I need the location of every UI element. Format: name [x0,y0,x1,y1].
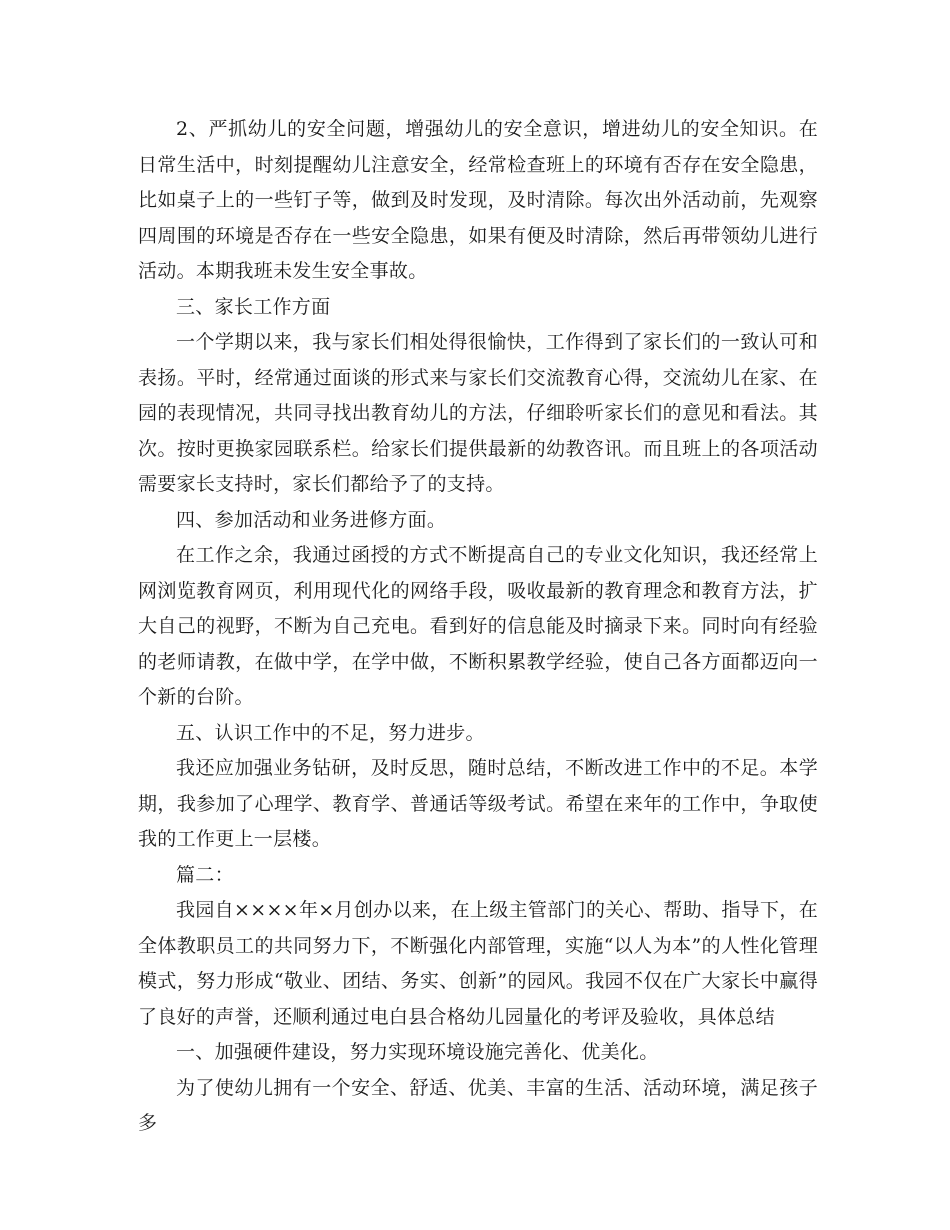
paragraph-shortcomings: 我还应加强业务钻研，及时反思，随时总结，不断改进工作中的不足。本学期，我参加了心理学、教育学、普通话等级考试。希望在来年的工作中，争取使我的工作更上一层楼。 [138,757,818,850]
paragraph-kindergarten-intro: 我园自××××年×月创办以来，在上级主管部门的关心、帮助、指导下，在全体教职员工的共同努力下，不断强化内部管理，实施“以人为本”的人性化管理模式，努力形成“敬业、团结、务实、创新”的园风。我园不仅在广大家长中赢得了良好的声誉，还顺利通过电白县合格幼儿园量化的考评及验收，具体总结 [138,899,818,1028]
section-heading-hardware: 一、加强硬件建设，努力实现环境设施完善化、优美化。 [176,1041,659,1063]
document-body [138,112,818,1142]
paragraph-safety: 2、严抓幼儿的安全问题，增强幼儿的安全意识，增进幼儿的安全知识。在日常生活中，时刻提醒幼儿注意安全，经常检查班上的环境有否存在安全隐患，比如桌子上的一些钉子等，做到及时发现，及时清除。每次出外活动前，先观察四周围的环境是否存在一些安全隐患，如果有便及时清除，然后再带领幼儿进行活动。本期我班未发生安全事故。 [138,118,818,282]
paragraph-parents: 一个学期以来，我与家长们相处得很愉快，工作得到了家长们的一致认可和表扬。平时，经常通过面谈的形式来与家长们交流教育心得，交流幼儿在家、在园的表现情况，共同寻找出教育幼儿的方法，仔细聆听家长们的意见和看法。其次。按时更换家园联系栏。给家长们提供最新的幼教咨讯。而且班上的各项活动需要家长支持时，家长们都给予了的支持。 [138,331,818,495]
paragraph-environment: 为了使幼儿拥有一个安全、舒适、优美、丰富的生活、活动环境，满足孩子多 [138,1076,818,1134]
part-two-heading: 篇二： [176,863,234,886]
section-heading-training: 四、参加活动和业务进修方面。 [176,508,447,531]
paragraph-training: 在工作之余，我通过函授的方式不断提高自己的专业文化知识，我还经常上网浏览教育网页，利用现代化的网络手段，吸收最新的教育理念和教育方法，扩大自己的视野，不断为自己充电。看到好的信息能及时摘录下来。同时向有经验的老师请教，在做中学，在学中做，不断积累教学经验，使自己各方面都迈向一个新的台阶。 [138,544,818,708]
section-heading-shortcomings: 五、认识工作中的不足，努力进步。 [176,721,485,744]
section-heading-parents: 三、家长工作方面 [176,295,331,318]
